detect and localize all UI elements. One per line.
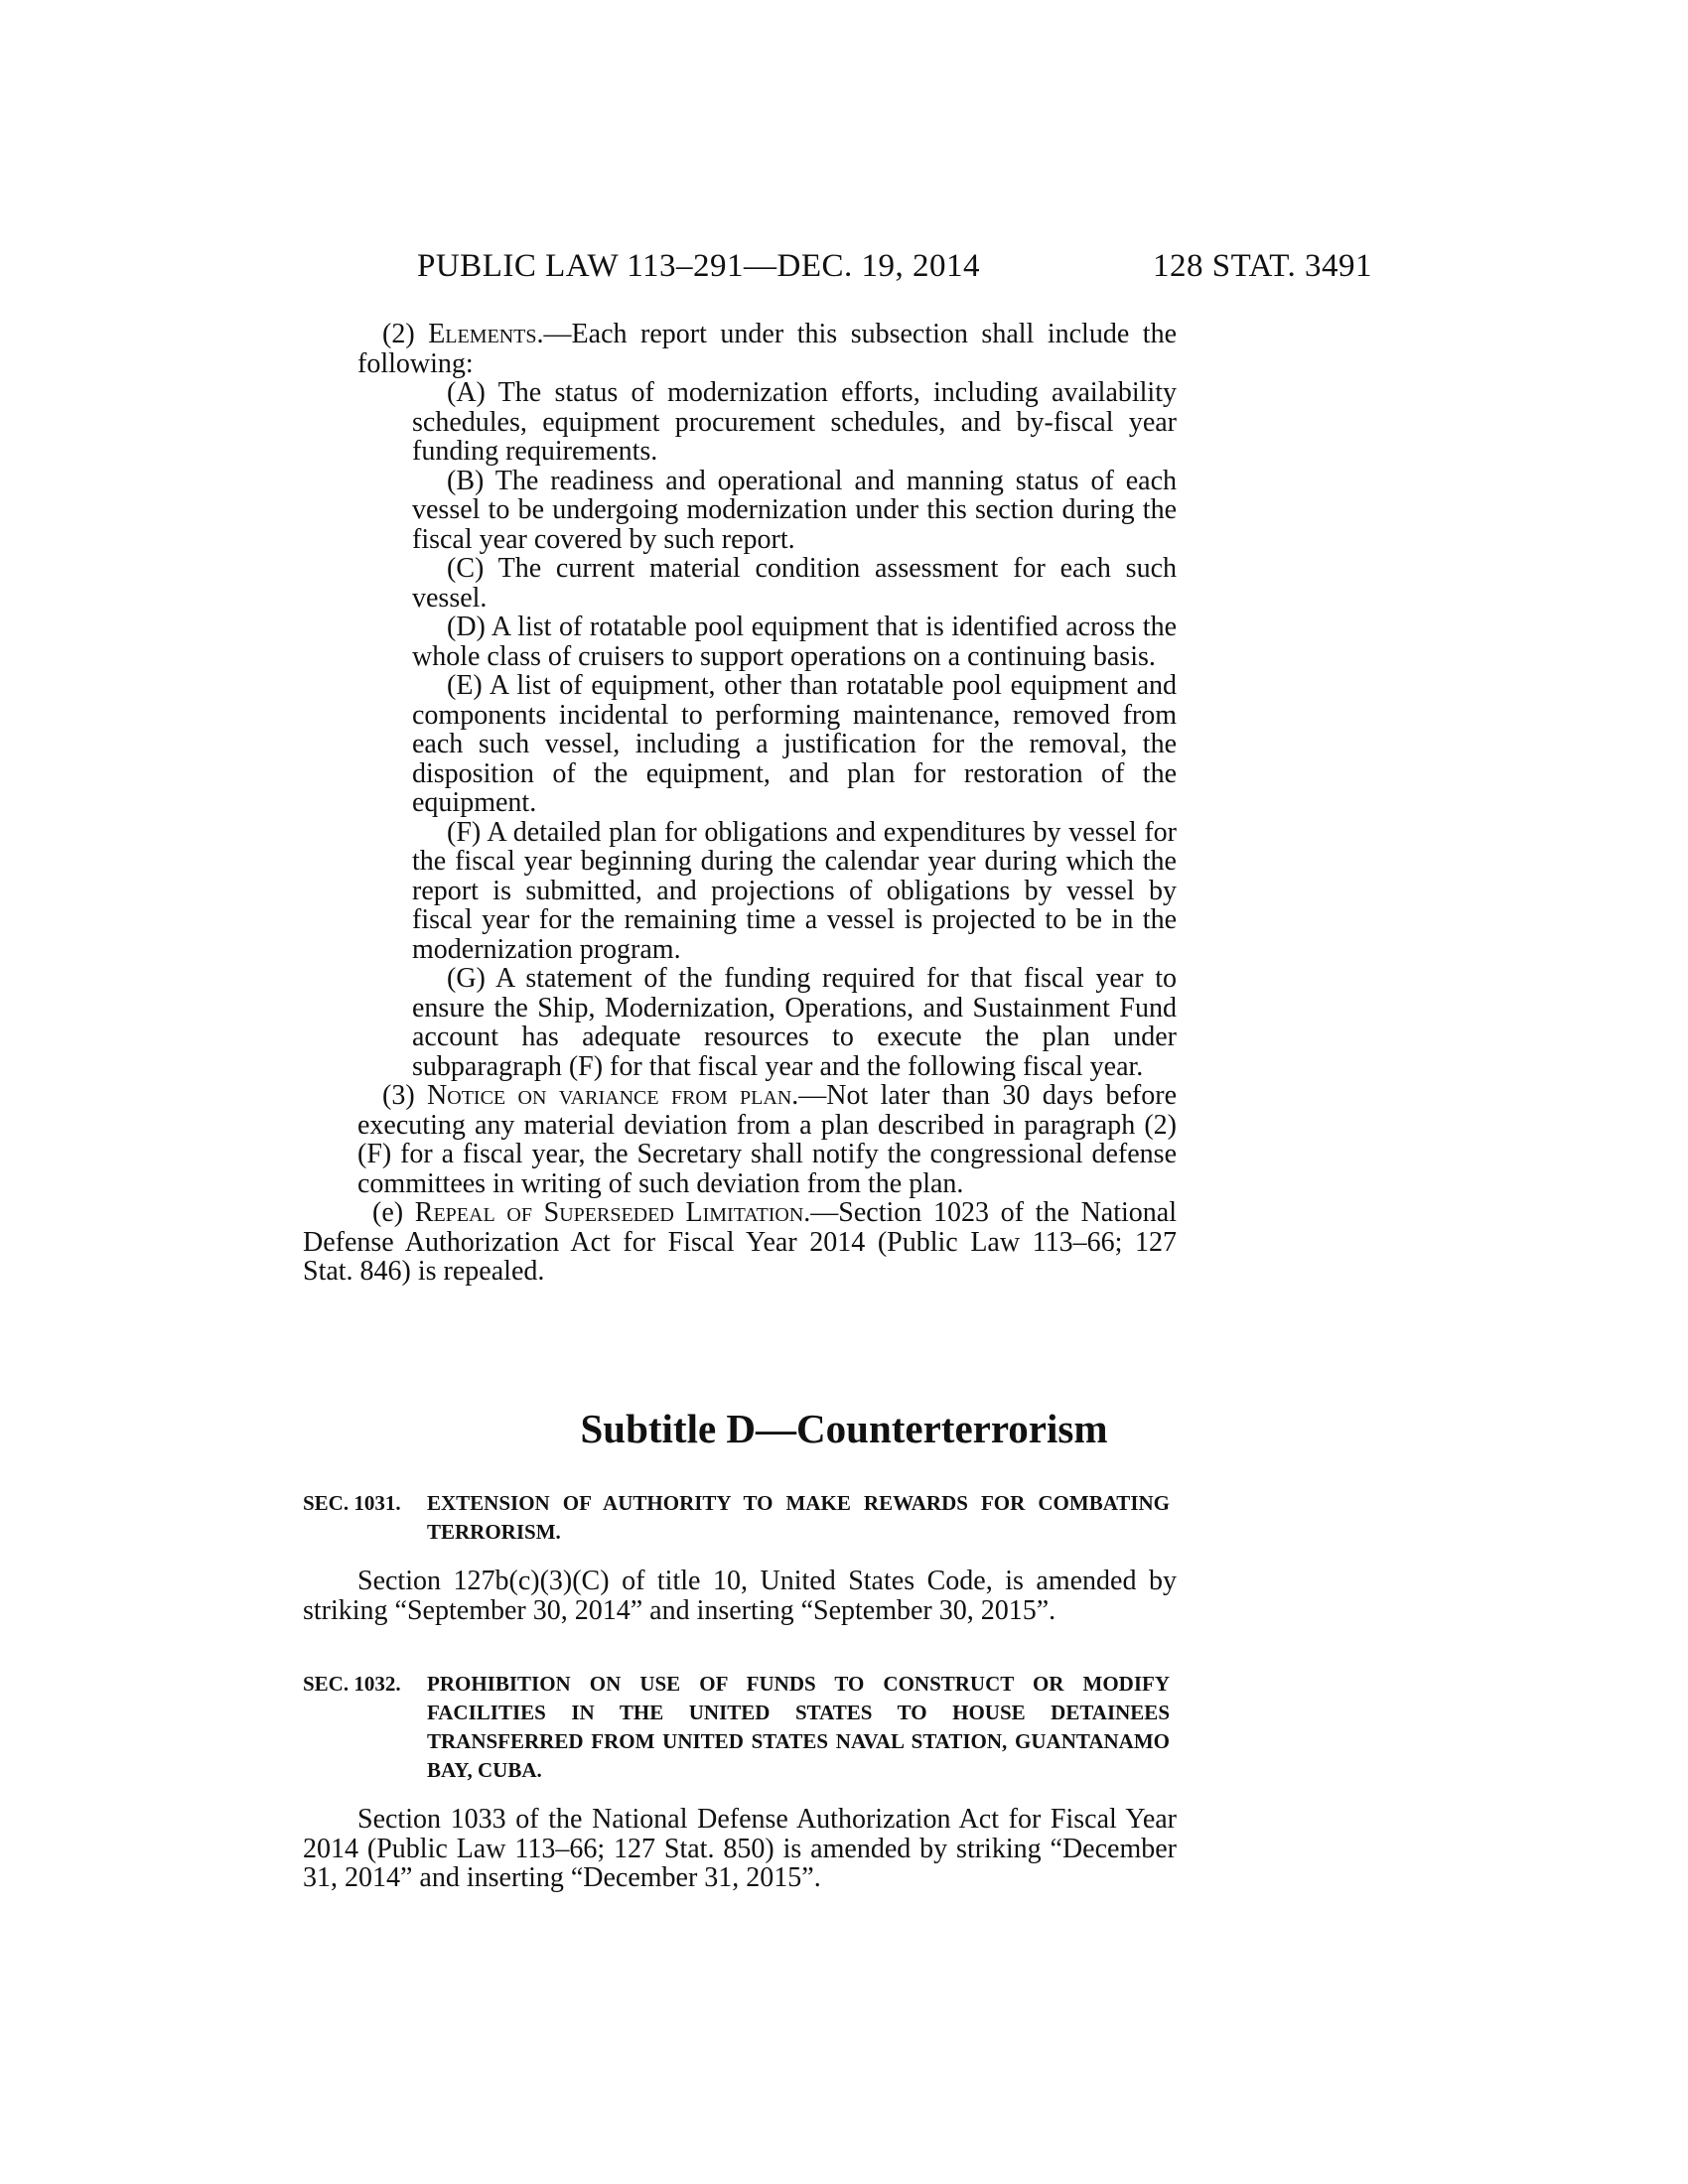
subsection-text: .—Section 1023 of the National Defense Authorization Act for Fiscal Year 2014 (Public Law 113–66; 127 Stat. 846) is repealed. — [303, 1197, 1177, 1287]
paragraph-heading: Notice on variance from plan — [427, 1080, 792, 1111]
paragraph-text: .—Each report under this subsection shall include the following: — [357, 319, 1178, 379]
item-f: (F) A detailed plan for obligations and expenditures by vessel for the fiscal year beginning during the calendar year during which the report is submitted, and projections of obligations by vessel by fiscal year for the remaining time a vessel is projected to be in the modernization program. — [412, 816, 1177, 965]
header-title: PUBLIC LAW 113–291—DEC. 19, 2014 — [417, 248, 981, 284]
subtitle-heading: Subtitle D—Counterterrorism — [580, 1406, 1108, 1451]
paragraph-number: (2) — [382, 319, 415, 349]
paragraph-number: (3) — [382, 1080, 415, 1111]
item-g: (G) A statement of the funding required for that fiscal year to ensure the Ship, Modernization, Operations, and Sustainment Fund account has adequate resources to execute the plan under subparagraph (F) for that fiscal year and the following fiscal year. — [412, 963, 1177, 1082]
paragraph-3-notice — [303, 1081, 1177, 1198]
section-1031-heading — [303, 1489, 1177, 1547]
item-d: (D) A list of rotatable pool equipment that is identified across the whole class of cruisers to support operations on a continuing basis. — [412, 612, 1177, 672]
section-label: SEC. 1031. — [303, 1491, 401, 1515]
header-stat-citation: 128 STAT. 3491 — [1152, 248, 1372, 284]
paragraph-text: .—Not later than 30 days before executing any material deviation from a plan described in paragraph (2)(F) for a fiscal year, the Secretary shall notify the congressional defense committees in writing of such deviation from the plan. — [357, 1080, 1177, 1199]
section-label: SEC. 1032. — [303, 1672, 401, 1696]
running-header — [0, 248, 1688, 288]
section-1031-body: Section 127b(c)(3)(C) of title 10, United States Code, is amended by striking “September 30, 2014” and inserting “September 30, 2015”. — [303, 1566, 1177, 1626]
paragraph-2-elements — [303, 320, 1177, 378]
subsection-heading: Repeal of Superseded Limitation — [414, 1197, 804, 1228]
item-c: (C) The current material condition assessment for each such vessel. — [412, 553, 1177, 614]
subsection-e-repeal — [303, 1198, 1177, 1287]
item-e: (E) A list of equipment, other than rotatable pool equipment and components incidental to performing maintenance, removed from each such vessel, including a justification for the removal, the disposition of the equipment, and plan for restoration of the equipment. — [412, 670, 1177, 818]
subsection-d-continued — [303, 320, 1177, 1287]
item-a: (A) The status of modernization efforts, including availability schedules, equipment procurement schedules, and by-fiscal year funding requirements. — [412, 377, 1177, 467]
section-title: EXTENSION OF AUTHORITY TO MAKE REWARDS FOR COMBATING TERRORISM. — [427, 1491, 1170, 1544]
subsection-number: (e) — [372, 1197, 404, 1228]
section-1032-heading — [303, 1670, 1177, 1785]
section-1032-body: Section 1033 of the National Defense Authorization Act for Fiscal Year 2014 (Public Law 113–66; 127 Stat. 850) is amended by striking “December 31, 2014” and inserting “December 31, 2015”. — [303, 1804, 1177, 1893]
item-b: (B) The readiness and operational and manning status of each vessel to be undergoing modernization under this section during the fiscal year covered by such report. — [412, 465, 1177, 555]
paragraph-heading: Elements — [428, 319, 537, 349]
section-title: PROHIBITION ON USE OF FUNDS TO CONSTRUCT OR MODIFY FACILITIES IN THE UNITED STATES TO HOUSE DETAINEES TRANSFERRED FROM UNITED STATES NAVAL STATION, GUANTANAMO BAY, CUBA. — [427, 1672, 1170, 1782]
